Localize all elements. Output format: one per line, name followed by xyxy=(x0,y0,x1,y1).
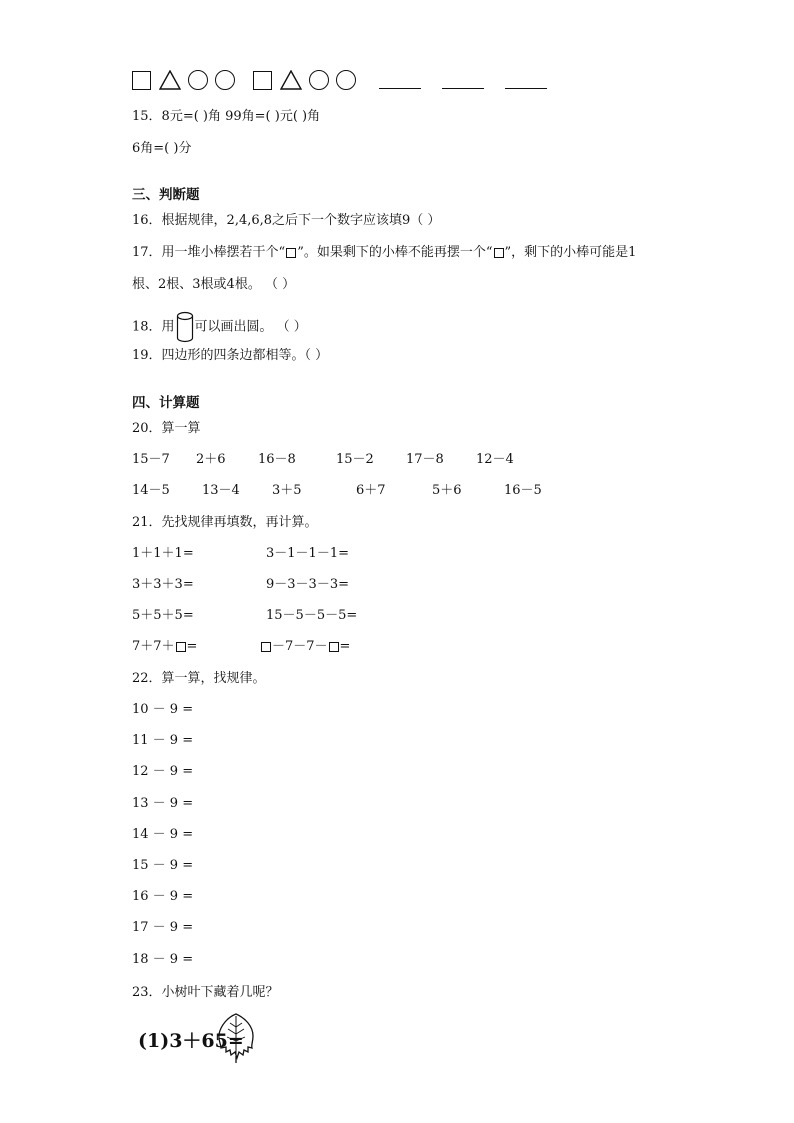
answer-blank[interactable] xyxy=(442,88,484,89)
pattern-item: 3－1－1－1= xyxy=(266,546,349,561)
subtraction-item: 12 － 9 = xyxy=(132,764,194,779)
question-21-row xyxy=(132,545,432,563)
pattern-item xyxy=(260,638,350,656)
subtraction-item: 11 － 9 = xyxy=(132,733,194,748)
pattern-item: 3＋3＋3= xyxy=(132,577,194,592)
pattern-item: 1＋1＋1= xyxy=(132,546,194,561)
subtraction-item: 16 － 9 = xyxy=(132,889,194,904)
arithmetic-item: 12－4 xyxy=(476,452,514,467)
subtraction-item: 17 － 9 = xyxy=(132,920,194,935)
question-21-title: 21．先找规律再填数，再计算。 xyxy=(132,515,318,530)
subtraction-item: 18 － 9 = xyxy=(132,952,194,967)
small-square-icon xyxy=(176,642,186,652)
subtraction-item: 10 － 9 = xyxy=(132,702,194,717)
question-20-row xyxy=(132,482,592,500)
arithmetic-item: 6＋7 xyxy=(356,483,386,498)
circle-icon xyxy=(309,70,329,90)
circle-icon xyxy=(336,70,356,90)
triangle-icon xyxy=(159,70,181,90)
arithmetic-item: 13－4 xyxy=(202,483,240,498)
square-icon xyxy=(132,71,151,90)
question-22-title: 22．算一算，找规律。 xyxy=(132,671,266,686)
question-19: 19．四边形的四条边都相等。（ ） xyxy=(132,348,329,363)
question-23-title: 23．小树叶下藏着几呢？ xyxy=(132,985,279,1000)
question-23-expression: (1)3＋65= xyxy=(138,1030,244,1052)
question-17-text: 17．用一堆小棒摆若干个“ xyxy=(132,245,286,260)
question-17-text: ”，剩下的小棒可能是1 xyxy=(504,245,637,260)
question-15-part2: 6角=( )分 xyxy=(132,141,192,156)
question-21-row xyxy=(132,576,432,594)
circle-icon xyxy=(188,70,208,90)
pattern-item: 5＋5＋5= xyxy=(132,608,194,623)
small-square-icon xyxy=(494,248,504,258)
small-square-icon xyxy=(261,642,271,652)
question-20-title: 20．算一算 xyxy=(132,421,201,436)
equals-sign: = xyxy=(339,639,351,654)
question-21-row xyxy=(132,607,432,625)
pattern-item: 15－5－5－5= xyxy=(266,608,358,623)
arithmetic-item: 3＋5 xyxy=(272,483,302,498)
arithmetic-item: 14－5 xyxy=(132,483,170,498)
question-16: 16．根据规律，2,4,6,8之后下一个数字应该填9（ ） xyxy=(132,213,441,228)
small-square-icon xyxy=(329,642,339,652)
question-17-part2: 根、2根、3根或4根。 （ ） xyxy=(132,277,296,292)
subtraction-item: 14 － 9 = xyxy=(132,827,194,842)
pattern-item-text: 7＋7＋ xyxy=(132,639,175,654)
arithmetic-item: 2＋6 xyxy=(196,452,226,467)
arithmetic-item: 16－8 xyxy=(258,452,296,467)
subtraction-item: 15 － 9 = xyxy=(132,858,194,873)
arithmetic-item: 15－7 xyxy=(132,452,170,467)
section-title-judgement: 三、判断题 xyxy=(132,187,200,203)
leaf-icon xyxy=(215,1012,257,1064)
arithmetic-item: 16－5 xyxy=(504,483,542,498)
question-17 xyxy=(132,244,636,262)
answer-blank[interactable] xyxy=(379,88,421,89)
question-15: 15．8元=( )角 99角=( )元( )角 xyxy=(132,109,321,124)
question-20-row xyxy=(132,451,592,469)
answer-blank[interactable] xyxy=(505,88,547,89)
question-18-text: 18．用 xyxy=(132,319,175,335)
circle-icon xyxy=(215,70,235,90)
question-18 xyxy=(132,311,307,343)
pattern-item: 9－3－3－3= xyxy=(266,577,349,592)
question-21-row xyxy=(132,638,432,656)
arithmetic-item: 15－2 xyxy=(336,452,374,467)
subtraction-item: 13 － 9 = xyxy=(132,796,194,811)
arithmetic-item: 5＋6 xyxy=(432,483,462,498)
arithmetic-item: 17－8 xyxy=(406,452,444,467)
equals-sign: = xyxy=(186,639,198,654)
small-square-icon xyxy=(286,248,296,258)
square-icon xyxy=(253,71,272,90)
triangle-icon xyxy=(280,70,302,90)
question-18-text: 可以画出圆。 （ ） xyxy=(194,319,307,335)
question-17-text: ”。如果剩下的小棒不能再摆一个“ xyxy=(297,245,493,260)
pattern-item-text: －7－7－ xyxy=(272,639,328,654)
cylinder-icon xyxy=(176,311,194,343)
section-title-calculation: 四、计算题 xyxy=(132,395,200,411)
pattern-item xyxy=(132,638,197,656)
